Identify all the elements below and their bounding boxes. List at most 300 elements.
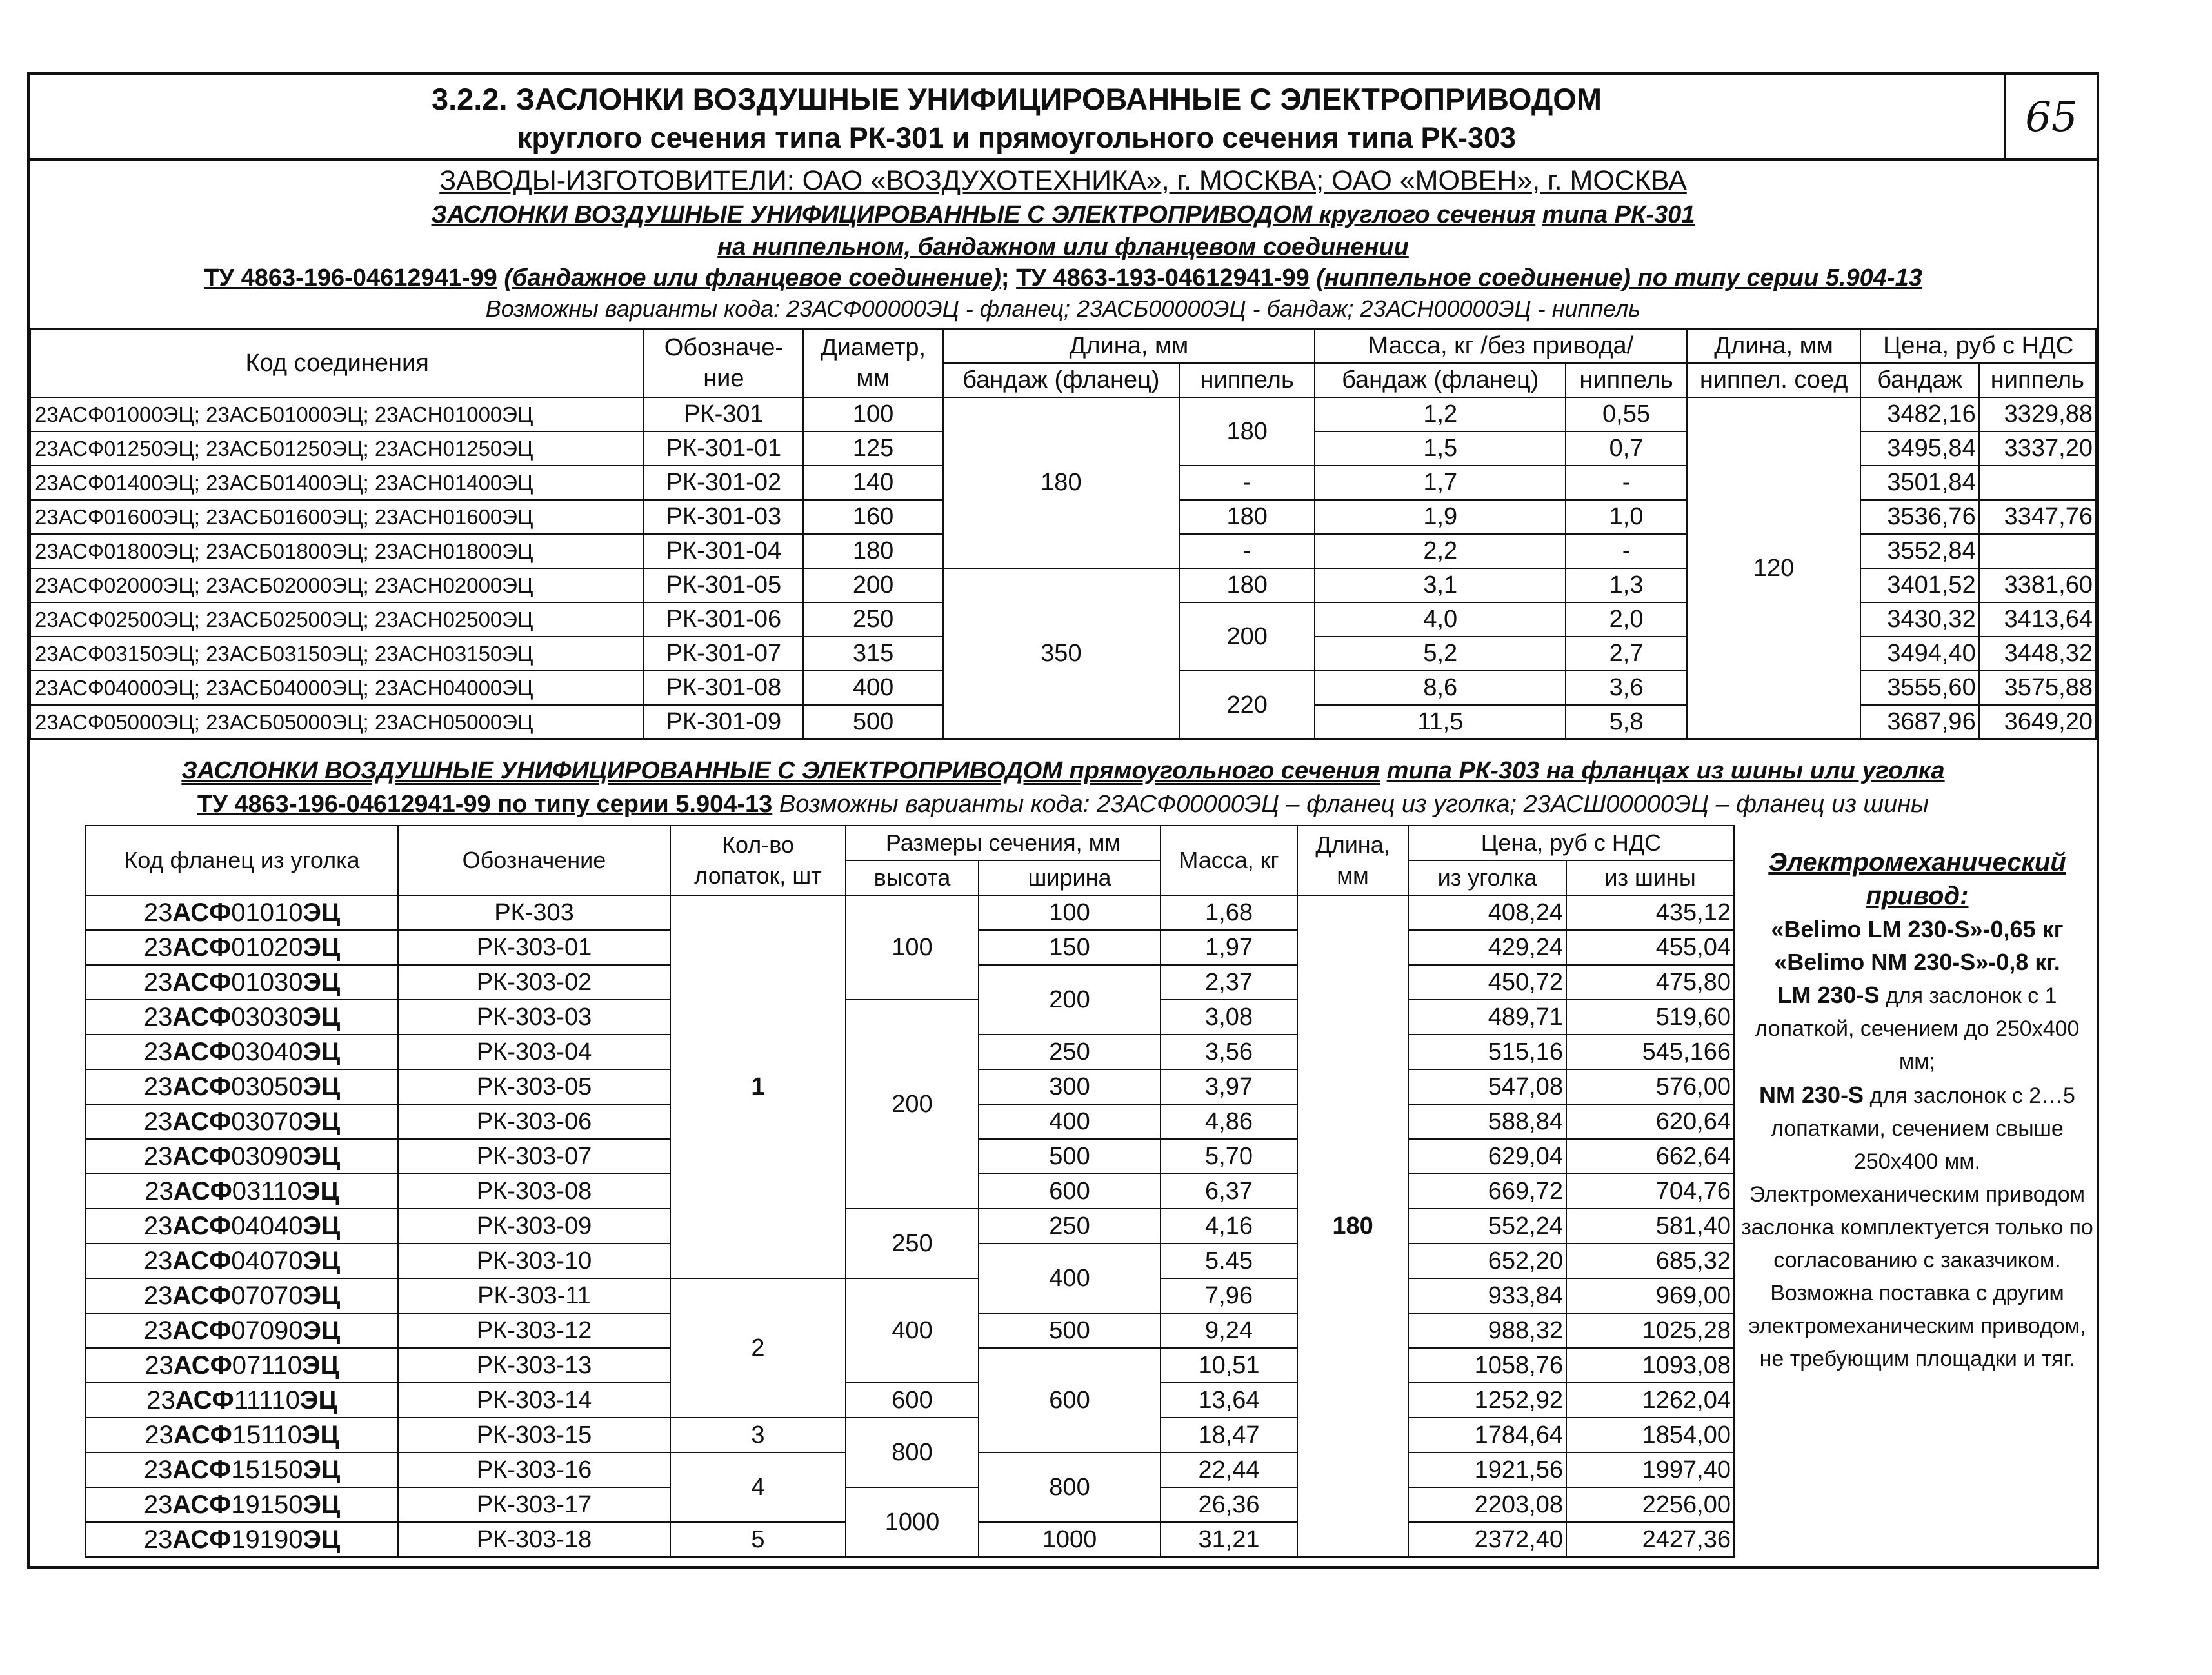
code-part: ЭЦ: [303, 1525, 341, 1554]
code-part: АСФ: [172, 1490, 232, 1519]
mass-nipple: 5,8: [1566, 705, 1686, 739]
diameter: 100: [803, 397, 942, 431]
drive-belimo-lm: «Belimo LM 230-S»-0,65 кг: [1771, 916, 2064, 942]
designation: РК-303-14: [398, 1383, 670, 1418]
mass: 1,97: [1161, 930, 1297, 965]
connection-code: 23АСФ01800ЭЦ; 23АСБ01800ЭЦ; 23АСН01800ЭЦ: [30, 534, 644, 568]
code-part: 01020: [231, 933, 303, 962]
code-part: АСФ: [172, 933, 232, 962]
table-row: [86, 1000, 1734, 1035]
designation: РК-303-01: [398, 930, 670, 965]
header-height: высота: [846, 860, 979, 895]
rect-title-main: ЗАСЛОНКИ ВОЗДУШНЫЕ УНИФИЦИРОВАННЫЕ С ЭЛЕКТРОПРИВОДОМ прямоугольного сечения: [181, 757, 1380, 784]
price-bus: 620,64: [1566, 1104, 1734, 1139]
header-length: Длина, мм: [943, 329, 1315, 363]
price-angle: 588,84: [1408, 1104, 1566, 1139]
code-part: 15110: [232, 1420, 302, 1449]
price-nipple: 3381,60: [1979, 568, 2096, 602]
code-part: 19190: [231, 1525, 303, 1554]
rect-tu: ТУ 4863-196-04612941-99 по типу серии 5.904-13: [197, 791, 773, 818]
code-part: 23: [143, 1490, 173, 1519]
price-angle: 547,08: [1408, 1069, 1566, 1104]
code-part: 23: [143, 1281, 173, 1310]
designation: РК-303-11: [398, 1278, 670, 1313]
blade-count: 2: [670, 1278, 846, 1418]
flange-code: [86, 1522, 398, 1557]
code-part: 04040: [231, 1211, 303, 1240]
nipple-length: 120: [1687, 397, 1861, 739]
flange-code: [86, 1000, 398, 1035]
header-price: Цена, руб с НДС: [1860, 329, 2096, 363]
price-nipple: [1979, 466, 2096, 500]
price-angle: 2372,40: [1408, 1522, 1566, 1557]
price-nipple: 3413,64: [1979, 602, 2096, 637]
designation: РК-301-06: [644, 602, 803, 637]
price-bus: 475,80: [1566, 965, 1734, 1000]
price-bandage: 3495,84: [1860, 431, 1978, 466]
mass: 5,70: [1161, 1139, 1297, 1174]
code-part: ЭЦ: [303, 1281, 341, 1310]
round-connections: на ниппельном, бандажном или фланцевом соединении: [717, 233, 1409, 261]
price-bandage: 3401,52: [1860, 568, 1978, 602]
code-part: АСФ: [172, 1142, 232, 1171]
mass: 2,37: [1161, 965, 1297, 1000]
code-part: 11110: [234, 1385, 301, 1414]
section-height: 100: [846, 895, 979, 1000]
flange-code: [86, 930, 398, 965]
price-angle: 1058,76: [1408, 1348, 1566, 1383]
price-angle: 552,24: [1408, 1209, 1566, 1244]
tu-a-note: (бандажное или фланцевое соединение): [504, 264, 1001, 292]
header-price-bus: из шины: [1566, 860, 1734, 895]
section-width: 1000: [979, 1522, 1161, 1557]
section-height: 200: [846, 1000, 979, 1209]
code-part: 23: [143, 967, 173, 996]
header-price-nipple: ниппель: [1979, 363, 2096, 397]
code-part: ЭЦ: [302, 1420, 339, 1449]
mass-nipple: 2,7: [1566, 637, 1686, 671]
section-width: 400: [979, 1244, 1161, 1313]
code-part: ЭЦ: [303, 1002, 341, 1031]
header-nipple-length: Длина, мм: [1687, 329, 1861, 363]
mass-nipple: 0,55: [1566, 397, 1686, 431]
length-bandage: 350: [943, 568, 1180, 739]
designation: РК-303-07: [398, 1139, 670, 1174]
designation: РК-301-01: [644, 431, 803, 466]
flange-code: [86, 1139, 398, 1174]
header-nipple-length-sub: ниппел. соед: [1687, 363, 1861, 397]
table-row: [86, 1487, 1734, 1522]
code-part: 23: [143, 1142, 173, 1171]
section-width: 250: [979, 1209, 1161, 1244]
code-part: ЭЦ: [302, 1176, 339, 1205]
code-part: АСФ: [173, 1351, 232, 1380]
code-part: ЭЦ: [303, 1142, 341, 1171]
mass-nipple: 2,0: [1566, 602, 1686, 637]
price-bus: 576,00: [1566, 1069, 1734, 1104]
designation: РК-301: [644, 397, 803, 431]
blade-count: 5: [670, 1522, 846, 1557]
mass-nipple: 1,3: [1566, 568, 1686, 602]
code-part: ЭЦ: [303, 1072, 341, 1101]
table-row: [86, 1418, 1734, 1452]
price-bandage: 3494,40: [1860, 637, 1978, 671]
price-nipple: [1979, 534, 2096, 568]
designation: РК-301-07: [644, 637, 803, 671]
page-header: [30, 75, 2006, 161]
length: 180: [1297, 895, 1408, 1557]
designation: РК-301-03: [644, 500, 803, 534]
flange-code: [86, 1174, 398, 1209]
flange-code: [86, 1487, 398, 1522]
designation: РК-303-02: [398, 965, 670, 1000]
length-nipple: 200: [1179, 602, 1315, 671]
code-part: 03110: [232, 1176, 302, 1205]
designation: РК-303-13: [398, 1348, 670, 1383]
connection-code: 23АСФ04000ЭЦ; 23АСБ04000ЭЦ; 23АСН04000ЭЦ: [30, 671, 644, 705]
flange-code: [86, 1104, 398, 1139]
code-part: ЭЦ: [303, 1037, 341, 1066]
table-row: [30, 397, 2096, 431]
rect-title-type: типа РК-303 на фланцах из шины или уголка: [1386, 757, 1945, 784]
price-bus: 704,76: [1566, 1174, 1734, 1209]
round-section-title: [30, 201, 2097, 229]
price-bandage: 3482,16: [1860, 397, 1978, 431]
blade-count: 3: [670, 1418, 846, 1452]
code-part: 07070: [231, 1281, 303, 1310]
price-bandage: 3555,60: [1860, 671, 1978, 705]
length-nipple: 180: [1179, 568, 1315, 602]
manufacturers-line: ЗАВОДЫ-ИЗГОТОВИТЕЛИ: ОАО «ВОЗДУХОТЕХНИКА», г. МОСКВА; ОАО «МОВЕН», г. МОСКВА: [439, 165, 1687, 196]
header-blades: Кол-во лопаток, шт: [670, 826, 846, 895]
code-part: ЭЦ: [303, 933, 341, 962]
round-title-main: ЗАСЛОНКИ ВОЗДУШНЫЕ УНИФИЦИРОВАННЫЕ С ЭЛЕКТРОПРИВОДОМ круглого сечения: [431, 201, 1536, 228]
code-part: АСФ: [172, 967, 232, 996]
code-part: 07110: [232, 1351, 302, 1380]
code-part: АСФ: [172, 1281, 232, 1310]
price-bus: 969,00: [1566, 1278, 1734, 1313]
price-bus: 1262,04: [1566, 1383, 1734, 1418]
section-height: 400: [846, 1278, 979, 1383]
designation: РК-303: [398, 895, 670, 930]
header-length: Длина, мм: [1297, 826, 1408, 895]
round-tu-line: [30, 264, 2097, 292]
round-title-type: типа РК-301: [1542, 201, 1695, 228]
code-part: 07090: [231, 1316, 303, 1345]
flange-code: [86, 965, 398, 1000]
diameter: 160: [803, 500, 942, 534]
code-part: АСФ: [172, 898, 232, 927]
code-part: АСФ: [175, 1385, 234, 1414]
connection-code: 23АСФ01600ЭЦ; 23АСБ01600ЭЦ; 23АСН01600ЭЦ: [30, 500, 644, 534]
section-height: 1000: [846, 1487, 979, 1557]
designation: РК-303-10: [398, 1244, 670, 1278]
connection-code: 23АСФ05000ЭЦ; 23АСБ05000ЭЦ; 23АСН05000ЭЦ: [30, 705, 644, 739]
code-part: АСФ: [172, 1525, 232, 1554]
code-part: АСФ: [172, 1455, 232, 1484]
flange-code: [86, 1418, 398, 1452]
code-part: АСФ: [173, 1176, 232, 1205]
mass: 5.45: [1161, 1244, 1297, 1278]
header-length-bandage: бандаж (фланец): [943, 363, 1180, 397]
price-angle: 1784,64: [1408, 1418, 1566, 1452]
price-angle: 629,04: [1408, 1139, 1566, 1174]
code-part: АСФ: [172, 1037, 232, 1066]
section-width: 250: [979, 1035, 1161, 1069]
code-part: 03030: [231, 1002, 303, 1031]
mass-bandage: 1,2: [1315, 397, 1566, 431]
price-nipple: 3347,76: [1979, 500, 2096, 534]
mass: 1,68: [1161, 895, 1297, 930]
mass: 3,08: [1161, 1000, 1297, 1035]
connection-code: 23АСФ03150ЭЦ; 23АСБ03150ЭЦ; 23АСН03150ЭЦ: [30, 637, 644, 671]
header-price-angle: из уголка: [1408, 860, 1566, 895]
flange-code: [86, 1383, 398, 1418]
length-nipple: 220: [1179, 671, 1315, 739]
code-part: 04070: [231, 1246, 303, 1275]
designation: РК-301-02: [644, 466, 803, 500]
connection-code: 23АСФ01000ЭЦ; 23АСБ01000ЭЦ; 23АСН01000ЭЦ: [30, 397, 644, 431]
tu-a: ТУ 4863-196-04612941-99: [204, 264, 497, 292]
diameter: 125: [803, 431, 942, 466]
page-title: 3.2.2. ЗАСЛОНКИ ВОЗДУШНЫЕ УНИФИЦИРОВАННЫЕ С ЭЛЕКТРОПРИВОДОМ: [431, 82, 1602, 116]
section-width: 500: [979, 1313, 1161, 1348]
price-bandage: 3501,84: [1860, 466, 1978, 500]
mass-bandage: 3,1: [1315, 568, 1566, 602]
page-number: 65: [2006, 75, 2097, 161]
catalog-sheet: [27, 72, 2099, 1569]
mass: 31,21: [1161, 1522, 1297, 1557]
price-angle: 408,24: [1408, 895, 1566, 930]
price-angle: 1921,56: [1408, 1452, 1566, 1487]
code-part: 23: [143, 1037, 173, 1066]
mass-bandage: 11,5: [1315, 705, 1566, 739]
mass: 3,97: [1161, 1069, 1297, 1104]
code-part: 23: [143, 1455, 173, 1484]
blade-count: 4: [670, 1452, 846, 1522]
flange-code: [86, 1035, 398, 1069]
diameter: 250: [803, 602, 942, 637]
code-part: 23: [143, 1211, 173, 1240]
header-mass-bandage: бандаж (фланец): [1315, 363, 1566, 397]
mass: 6,37: [1161, 1174, 1297, 1209]
designation: РК-301-05: [644, 568, 803, 602]
designation: РК-303-05: [398, 1069, 670, 1104]
header-code: Код соединения: [30, 329, 644, 397]
section-width: 600: [979, 1348, 1161, 1452]
table-row: [86, 1383, 1734, 1418]
mass: 18,47: [1161, 1418, 1297, 1452]
designation: РК-301-09: [644, 705, 803, 739]
length-nipple: -: [1179, 466, 1315, 500]
code-part: ЭЦ: [303, 1455, 341, 1484]
price-bus: 581,40: [1566, 1209, 1734, 1244]
diameter: 180: [803, 534, 942, 568]
round-dampers-table: [30, 328, 2097, 740]
mass-bandage: 5,2: [1315, 637, 1566, 671]
price-angle: 450,72: [1408, 965, 1566, 1000]
mass: 13,64: [1161, 1383, 1297, 1418]
designation: РК-303-18: [398, 1522, 670, 1557]
code-part: ЭЦ: [303, 967, 341, 996]
flange-code: [86, 1452, 398, 1487]
mass-nipple: 0,7: [1566, 431, 1686, 466]
code-part: АСФ: [172, 1211, 232, 1240]
flange-code: [86, 1348, 398, 1383]
length-bandage: 180: [943, 397, 1180, 568]
mass-nipple: -: [1566, 466, 1686, 500]
mass: 4,16: [1161, 1209, 1297, 1244]
code-part: АСФ: [173, 1420, 232, 1449]
designation: РК-303-15: [398, 1418, 670, 1452]
diameter: 400: [803, 671, 942, 705]
section-width: 100: [979, 895, 1161, 930]
section-height: 600: [846, 1383, 979, 1418]
mass: 9,24: [1161, 1313, 1297, 1348]
designation: РК-303-08: [398, 1174, 670, 1209]
drive-note-text: Электромеханическим приводом заслонка комплектуется только по согласованию с заказчиком. Возможна поставка с другим электромеханическим приводом, не требующим площадки и тяг.: [1741, 1182, 2093, 1371]
header-diameter: Диаметр, мм: [803, 329, 942, 397]
code-part: 23: [143, 933, 173, 962]
price-angle: 669,72: [1408, 1174, 1566, 1209]
section-width: 150: [979, 930, 1161, 965]
code-part: 23: [144, 1176, 174, 1205]
price-bus: 685,32: [1566, 1244, 1734, 1278]
mass-nipple: 3,6: [1566, 671, 1686, 705]
drive-lm-text: LM 230-S для заслонок с 1 лопаткой, сечением до 250х400 мм;: [1755, 982, 2080, 1074]
price-bandage: 3536,76: [1860, 500, 1978, 534]
code-part: АСФ: [172, 1002, 232, 1031]
code-part: ЭЦ: [303, 1316, 341, 1345]
round-code-variants: Возможны варианты кода: 23АСФ00000ЭЦ - фланец; 23АСБ00000ЭЦ - бандаж; 23АСН00000ЭЦ - ниппель: [485, 295, 1641, 322]
designation: РК-303-09: [398, 1209, 670, 1244]
mass: 26,36: [1161, 1487, 1297, 1522]
code-part: 01010: [231, 898, 303, 927]
price-bus: 1854,00: [1566, 1418, 1734, 1452]
mass-nipple: -: [1566, 534, 1686, 568]
price-bandage: 3430,32: [1860, 602, 1978, 637]
code-part: ЭЦ: [303, 1211, 341, 1240]
length-nipple: -: [1179, 534, 1315, 568]
page-subtitle: круглого сечения типа РК-301 и прямоугольного сечения типа РК-303: [517, 121, 1517, 154]
price-bus: 519,60: [1566, 1000, 1734, 1035]
header-section: Размеры сечения, мм: [846, 826, 1161, 860]
designation: РК-301-04: [644, 534, 803, 568]
header-mass: Масса, кг /без привода/: [1315, 329, 1687, 363]
section-width: 300: [979, 1069, 1161, 1104]
mass-bandage: 2,2: [1315, 534, 1566, 568]
designation: РК-301-08: [644, 671, 803, 705]
section-width: 600: [979, 1174, 1161, 1209]
code-part: 23: [146, 1385, 175, 1414]
price-bus: 1025,28: [1566, 1313, 1734, 1348]
price-bus: 545,166: [1566, 1035, 1734, 1069]
code-part: ЭЦ: [300, 1385, 337, 1414]
rect-variants: Возможны варианты кода: 23АСФ00000ЭЦ – фланец из уголка; 23АСШ00000ЭЦ – фланец из шины: [779, 791, 1929, 818]
designation: РК-303-17: [398, 1487, 670, 1522]
section-width: 800: [979, 1452, 1161, 1522]
code-part: 23: [143, 1246, 173, 1275]
table-row: [86, 1278, 1734, 1313]
length-nipple: 180: [1179, 500, 1315, 534]
code-part: ЭЦ: [303, 1107, 341, 1136]
drive-heading: Электромеханический привод:: [1768, 848, 2066, 910]
mass-bandage: 1,9: [1315, 500, 1566, 534]
flange-code: [86, 895, 398, 930]
code-part: 01030: [231, 967, 303, 996]
price-bus: 2256,00: [1566, 1487, 1734, 1522]
flange-code: [86, 1069, 398, 1104]
section-width: 500: [979, 1139, 1161, 1174]
rect-dampers-table: [85, 825, 1735, 1558]
header-mass-nipple: ниппель: [1566, 363, 1686, 397]
code-part: АСФ: [172, 1072, 232, 1101]
header-designation: Обозначение: [398, 826, 670, 895]
code-part: 23: [143, 1316, 173, 1345]
price-nipple: 3329,88: [1979, 397, 2096, 431]
code-part: АСФ: [172, 1107, 232, 1136]
code-part: АСФ: [172, 1316, 232, 1345]
price-angle: 1252,92: [1408, 1383, 1566, 1418]
connection-code: 23АСФ01400ЭЦ; 23АСБ01400ЭЦ; 23АСН01400ЭЦ: [30, 466, 644, 500]
code-part: 03050: [231, 1072, 303, 1101]
header-mass: Масса, кг: [1161, 826, 1297, 895]
header-designation: Обозначе-ние: [644, 329, 803, 397]
price-angle: 489,71: [1408, 1000, 1566, 1035]
code-part: 03090: [231, 1142, 303, 1171]
mass: 3,56: [1161, 1035, 1297, 1069]
price-angle: 933,84: [1408, 1278, 1566, 1313]
flange-code: [86, 1278, 398, 1313]
mass-bandage: 4,0: [1315, 602, 1566, 637]
rect-section-title: [30, 757, 2097, 785]
section-width: 400: [979, 1104, 1161, 1139]
code-part: ЭЦ: [303, 898, 341, 927]
code-part: ЭЦ: [303, 1246, 341, 1275]
price-angle: 429,24: [1408, 930, 1566, 965]
tu-b-note: (ниппельное соединение) по типу серии 5.904-13: [1316, 264, 1922, 292]
diameter: 140: [803, 466, 942, 500]
price-bus: 1093,08: [1566, 1348, 1734, 1383]
diameter: 500: [803, 705, 942, 739]
code-part: 23: [144, 1420, 174, 1449]
code-part: 23: [143, 1525, 173, 1554]
table-row: [86, 1209, 1734, 1244]
code-part: АСФ: [172, 1246, 232, 1275]
section-height: 250: [846, 1209, 979, 1278]
price-bandage: 3552,84: [1860, 534, 1978, 568]
header-price-bandage: бандаж: [1860, 363, 1978, 397]
drive-nm-text: NM 230-S для заслонок с 2…5 лопатками, сечением свыше 250х400 мм.: [1759, 1082, 2075, 1174]
designation: РК-303-06: [398, 1104, 670, 1139]
mass: 7,96: [1161, 1278, 1297, 1313]
price-bus: 435,12: [1566, 895, 1734, 930]
tu-separator: ;: [1001, 264, 1010, 292]
price-bandage: 3687,96: [1860, 705, 1978, 739]
price-nipple: 3337,20: [1979, 431, 2096, 466]
price-angle: 988,32: [1408, 1313, 1566, 1348]
price-nipple: 3649,20: [1979, 705, 2096, 739]
mass-bandage: 1,5: [1315, 431, 1566, 466]
section-width: 200: [979, 965, 1161, 1035]
diameter: 315: [803, 637, 942, 671]
code-part: 19150: [231, 1490, 303, 1519]
code-part: 23: [144, 1351, 174, 1380]
diameter: 200: [803, 568, 942, 602]
drive-note: [1737, 846, 2098, 1376]
drive-belimo-nm: «Belimo NM 230-S»-0,8 кг.: [1774, 949, 2060, 975]
connection-code: 23АСФ01250ЭЦ; 23АСБ01250ЭЦ; 23АСН01250ЭЦ: [30, 431, 644, 466]
